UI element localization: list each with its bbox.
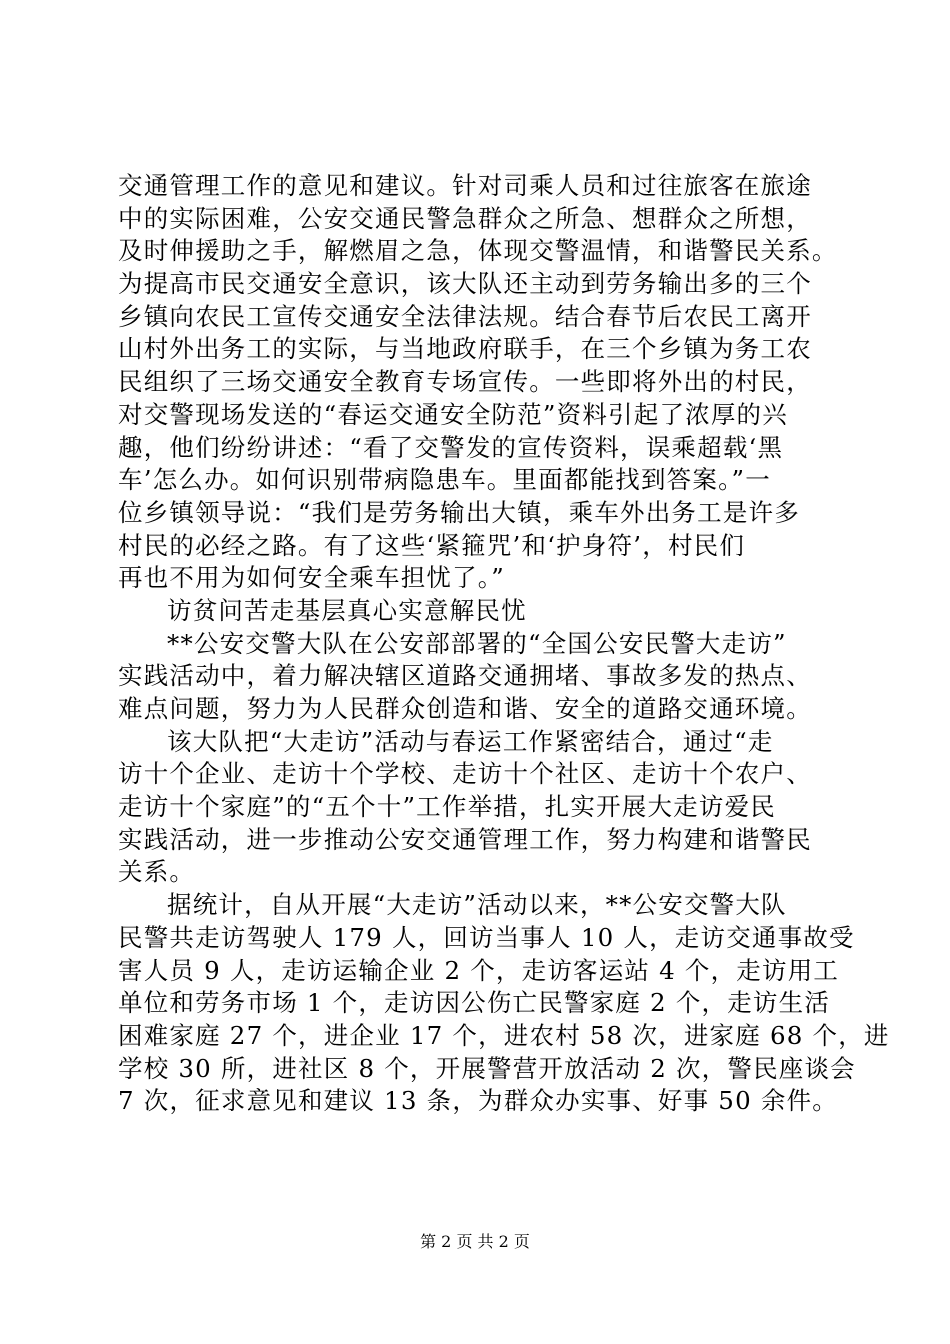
text-line: 难点问题，努力为人民群众创造和谐、安全的道路交通环境。: [118, 694, 812, 723]
text-line: 再也不用为如何安全乘车担忧了。”: [118, 563, 505, 593]
text-line: 交通管理工作的意见和建议。针对司乘人员和过往旅客在旅途: [118, 171, 812, 200]
text-line: 位乡镇领导说：“我们是劳务输出大镇，乘车外出务工是许多: [118, 497, 800, 527]
text-line: 困难家庭 27 个，进企业 17 个，进农村 58 次，进家庭 68 个，进: [118, 1020, 890, 1050]
text-line: 村民的必经之路。有了这些‘紧箍咒’和‘护身符’，村民们: [118, 530, 746, 560]
text-line: 为提高市民交通安全意识，该大队还主动到劳务输出多的三个: [118, 269, 812, 299]
text-line: 乡镇向农民工宣传交通安全法律法规。结合春节后农民工离开: [118, 301, 812, 331]
text-line: 走访十个家庭”的“五个十”工作举措，扎实开展大走访爱民: [118, 792, 776, 822]
text-line: 实践活动中，着力解决辖区道路交通拥堵、事故多发的热点、: [118, 661, 812, 691]
text-line: 害人员 9 人，走访运输企业 2 个，走访客运站 4 个，走访用工: [118, 955, 840, 985]
text-line: 中的实际困难，公安交通民警急群众之所急、想群众之所想，: [118, 203, 812, 233]
text-line: 趣，他们纷纷讲述：“看了交警发的宣传资料，误乘超载‘黑: [118, 432, 784, 462]
text-line: 据统计，自从开展“大走访”活动以来，**公安交警大队: [167, 890, 787, 920]
text-line: 山村外出务工的实际，与当地政府联手，在三个乡镇为务工农: [118, 334, 812, 364]
text-line: **公安交警大队在公安部部署的“全国公安民警大走访”: [167, 628, 787, 658]
text-line: 该大队把“大走访”活动与春运工作紧密结合，通过“走: [167, 726, 774, 756]
text-line: 单位和劳务市场 1 个，走访因公伤亡民警家庭 2 个，走访生活: [118, 988, 831, 1018]
text-line: 学校 30 所，进社区 8 个，开展警营开放活动 2 次，警民座谈会: [118, 1053, 856, 1083]
text-line: 对交警现场发送的“春运交通安全防范”资料引起了浓厚的兴: [118, 399, 788, 429]
text-line: 访十个企业、走访十个学校、走访十个社区、走访十个农户、: [118, 759, 812, 789]
text-line: 访贫问苦走基层真心实意解民忧: [167, 595, 527, 625]
text-line: 7 次，征求意见和建议 13 条，为群众办实事、好事 50 余件。: [118, 1086, 838, 1116]
text-line: 及时伸援助之手，解燃眉之急，体现交警温情，和谐警民关系。: [118, 236, 838, 266]
body-text: [118, 170, 890, 1118]
text-line: 关系。: [118, 857, 196, 887]
page-footer: 第 2 页 共 2 页: [420, 1232, 530, 1251]
text-line: 实践活动，进一步推动公安交通管理工作，努力构建和谐警民: [118, 824, 812, 854]
text-line: 车’怎么办。如何识别带病隐患车。里面都能找到答案。”一: [118, 465, 771, 495]
text-line: 民组织了三场交通安全教育专场宣传。一些即将外出的村民，: [118, 367, 812, 397]
text-line: 民警共走访驾驶人 179 人，回访当事人 10 人，走访交通事故受: [118, 922, 855, 952]
